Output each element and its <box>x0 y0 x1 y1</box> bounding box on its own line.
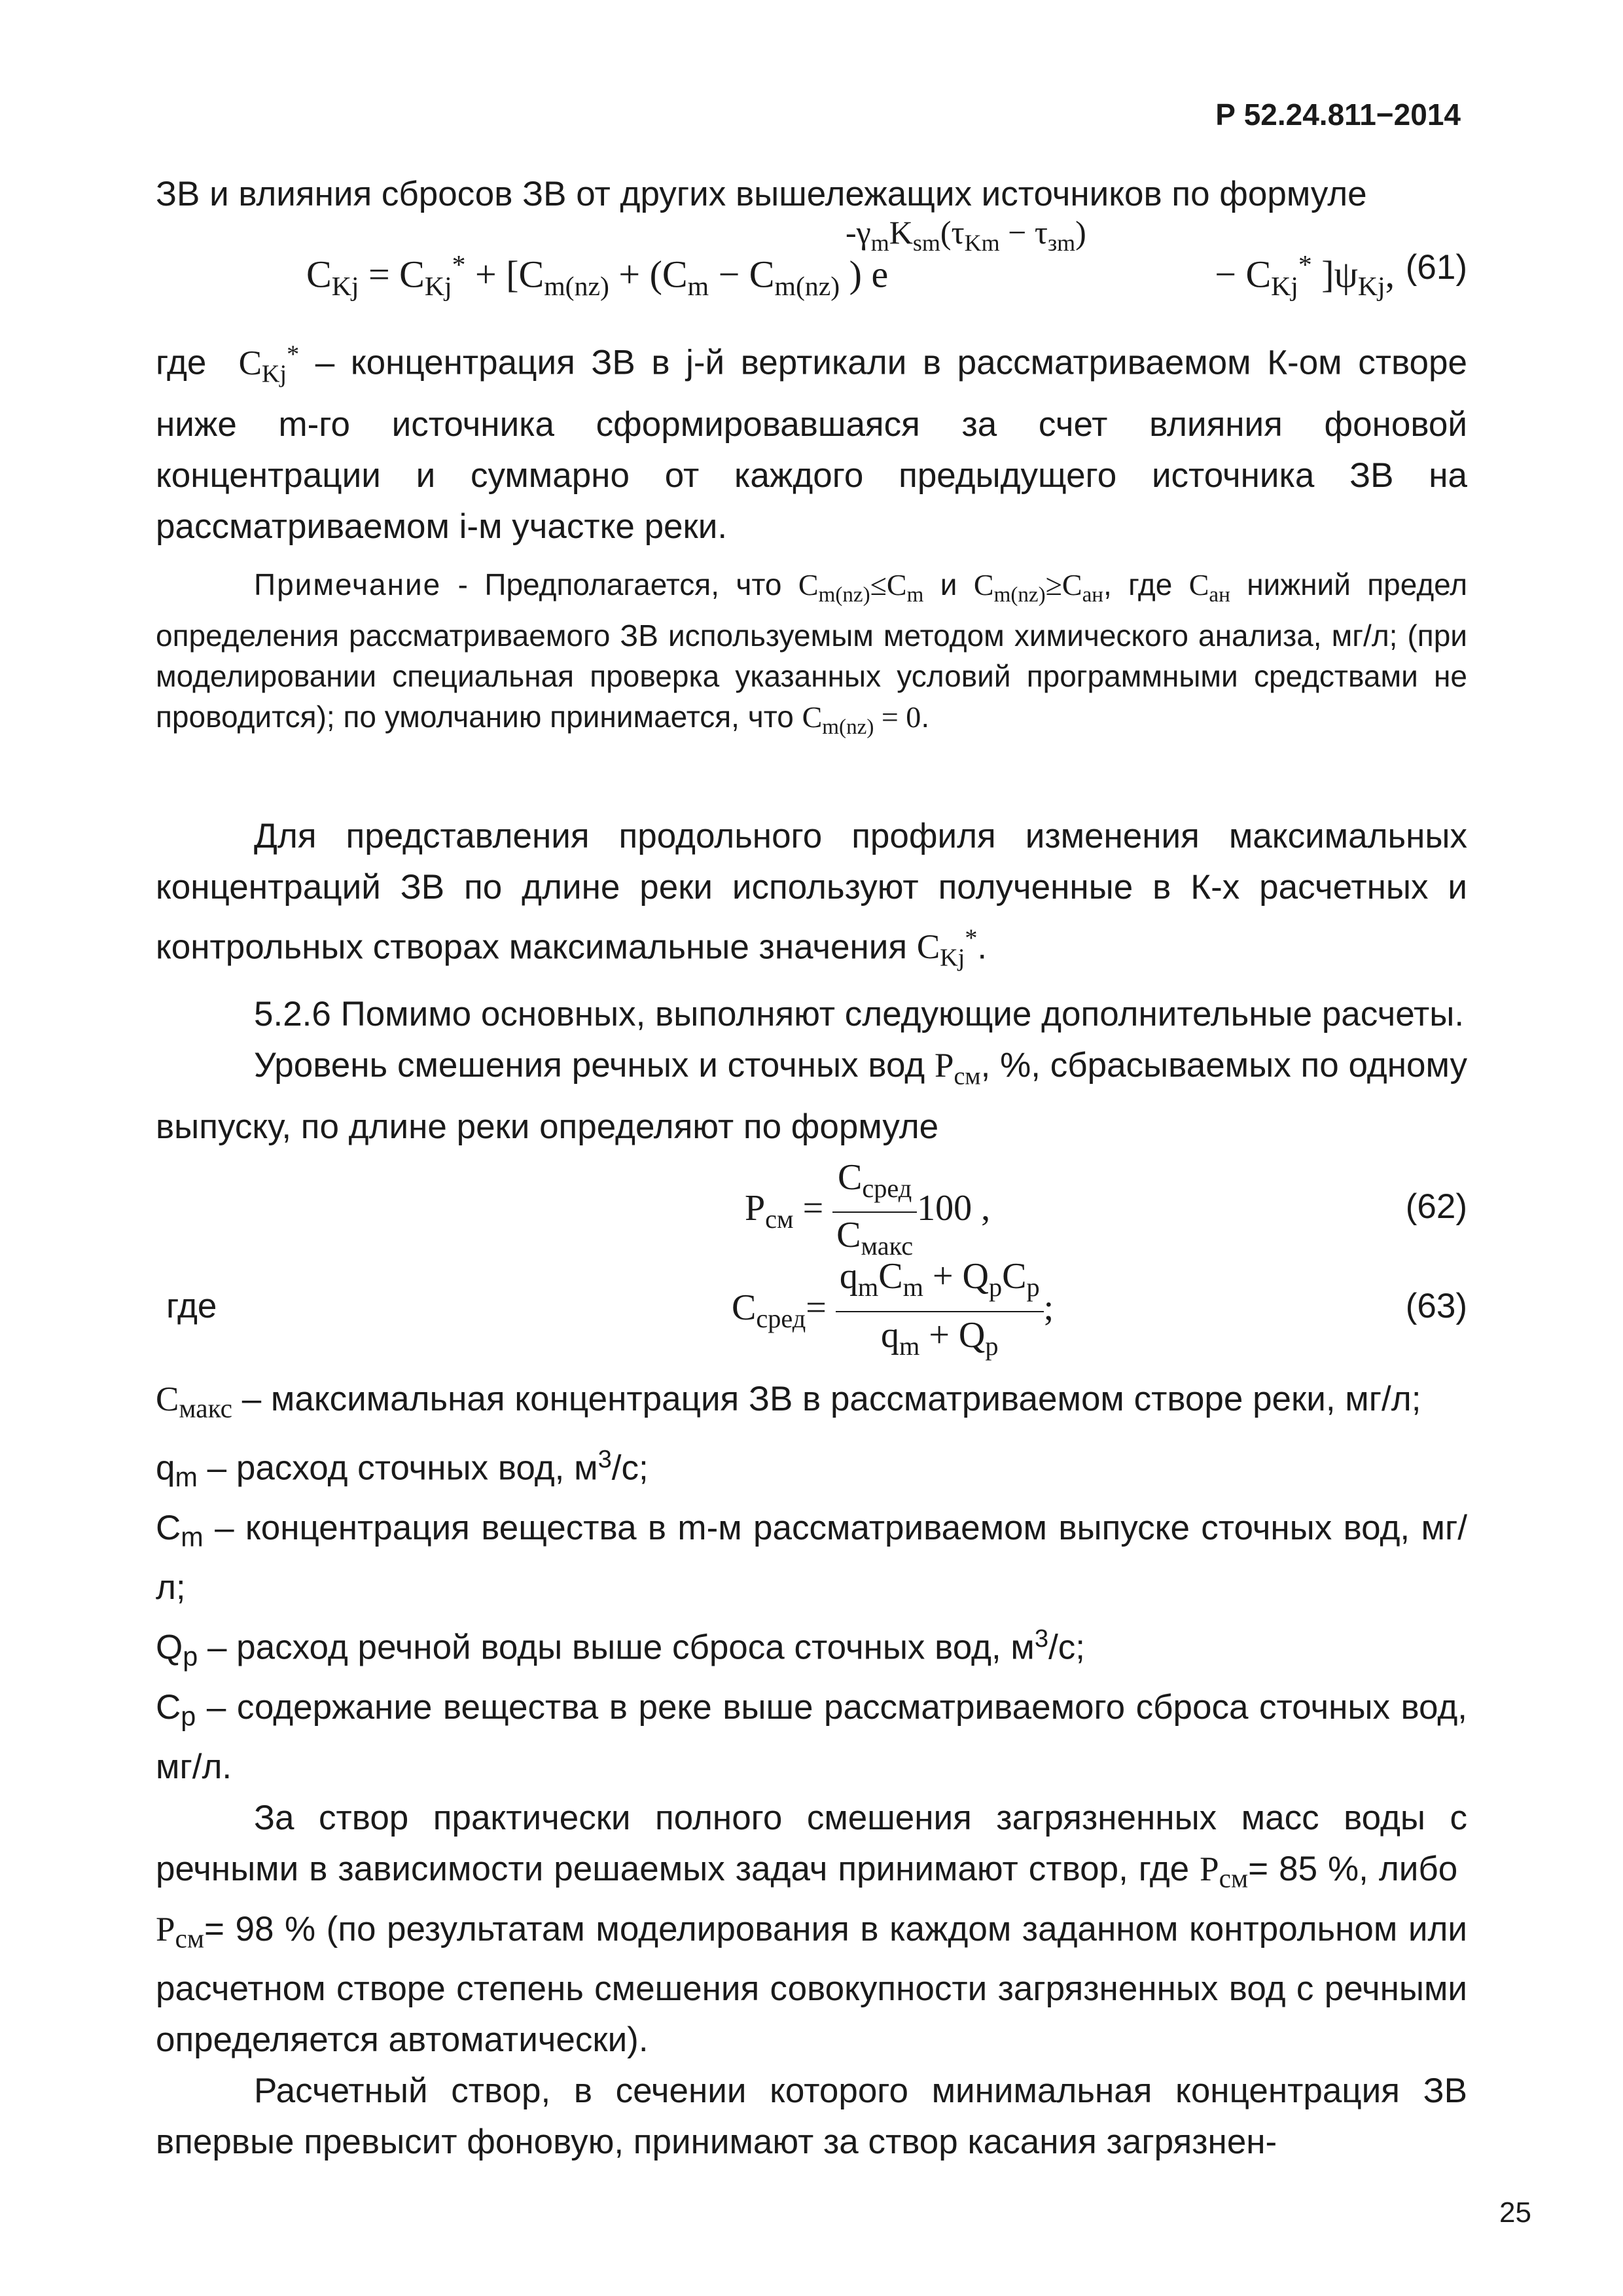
definition-item: Cмакс – максимальная концентрация ЗВ в рассматриваемом створе реки, мг/л; <box>156 1380 1421 1424</box>
formula-63 <box>156 1253 1467 1361</box>
paragraph-intro: ЗВ и влияния сбросов ЗВ от других вышележащих источников по формуле <box>156 175 1367 213</box>
definition-item: Qp – расход речной воды выше сброса сточных вод, $м^3/с$; <box>156 1624 1086 1672</box>
definition-item: Cp – содержание вещества в реке выше рассматриваемого сброса сточных вод, мг/л. <box>156 1688 1467 1787</box>
paragraph-mixing-level: Уровень смешения речных и сточных вод $P_{см}$, %, сбрасываемых по одному выпуску, по длине реки определяют по формуле <box>156 1045 1467 1147</box>
note-label: Примечание <box>254 567 442 602</box>
page-body <box>156 169 1467 2168</box>
doc-code: Р 52.24.811−2014 <box>1215 98 1461 132</box>
definition-ckj-star: где $C_{Kj}^*$ – концентрация ЗВ в j-й вертикали в рассматриваемом К-ом створе ниже m-го источника сформировавшаяся за счет влияния фоновой концентрации и суммарно от каждого предыдущего источника ЗВ на рассматриваемом i-м участке реки. <box>156 340 1467 547</box>
note-block: Примечание - Предполагается, что $C_{m(nz)}\le C_m$ и $C_{m(nz)}\ge C_{ан}$, где $C_{ан}$ нижний предел определения рассматриваемого ЗВ используемым методом химического анализа, мг/л; (при моделировании специальная проверка указанных условий программными средствами не проводится); по умолчанию принимается, что $C_{m(nz)} = 0$. <box>156 567 1468 740</box>
definition-item: qm – расход сточных вод, $м^3/с$; <box>156 1444 649 1492</box>
definition-item: Cm – концентрация вещества в m-м рассматриваемом выпуске сточных вод, мг/л; <box>156 1508 1468 1607</box>
paragraph-full-mixing: За створ практически полного смешения загрязненных масс воды с речными в зависимости решаемых задач принимают створ, где Pсм= 85 %, либо Pсм= 98 % (по результатам моделирования в каждом заданном контрольном или расчетном створе степень смешения совокупности загрязненных вод с речными определяется автоматически). <box>156 1799 1467 2060</box>
paragraph-5-2-6: 5.2.6 Помимо основных, выполняют следующие дополнительные расчеты. <box>254 994 1465 1033</box>
definitions-list <box>156 1374 1467 1793</box>
equation-number-62: (62) <box>1405 1187 1467 1227</box>
paragraph-calc-section: Расчетный створ, в сечении которого минимальная концентрация ЗВ впервые превысит фоновую, принимают за створ касания загрязнен- <box>156 2072 1467 2162</box>
formula-61-body: $C_{Kj} = C_{Kj}^* + [C_{m(nz)} + (C_m - C_{m(nz)}$ ) $e - C_{Kj}^*$ ]$\psi_{Kj}$, <box>306 250 1395 302</box>
formula-62 <box>156 1155 1467 1261</box>
equation-number-61: (61) <box>1405 248 1467 287</box>
page-number: 25 <box>1499 2197 1531 2229</box>
formula-63-body: $C_{сред}=$ $\frac{q_mC_m + Q_pC_p}{q_m + Q_p}$ ; <box>732 1253 1054 1369</box>
paragraph-profile: Для представления продольного профиля изменения максимальных концентраций ЗВ по длине реки используют полученные в К-х расчетных и контрольных створах максимальные значения $C_{Kj}^*$. <box>156 816 1467 972</box>
formula-62-body: $P_{см}$ = $\frac{C_{сред}}{C_{макс}}$ 100 , <box>745 1155 990 1268</box>
formula-61 <box>156 214 1467 318</box>
formula-61-exponent: $-\gamma_mK_{sm}(\tau_{Km} - \tau_{зm})$ <box>846 214 1086 256</box>
where-label: где <box>166 1287 217 1326</box>
equation-number-63: (63) <box>1405 1287 1467 1326</box>
